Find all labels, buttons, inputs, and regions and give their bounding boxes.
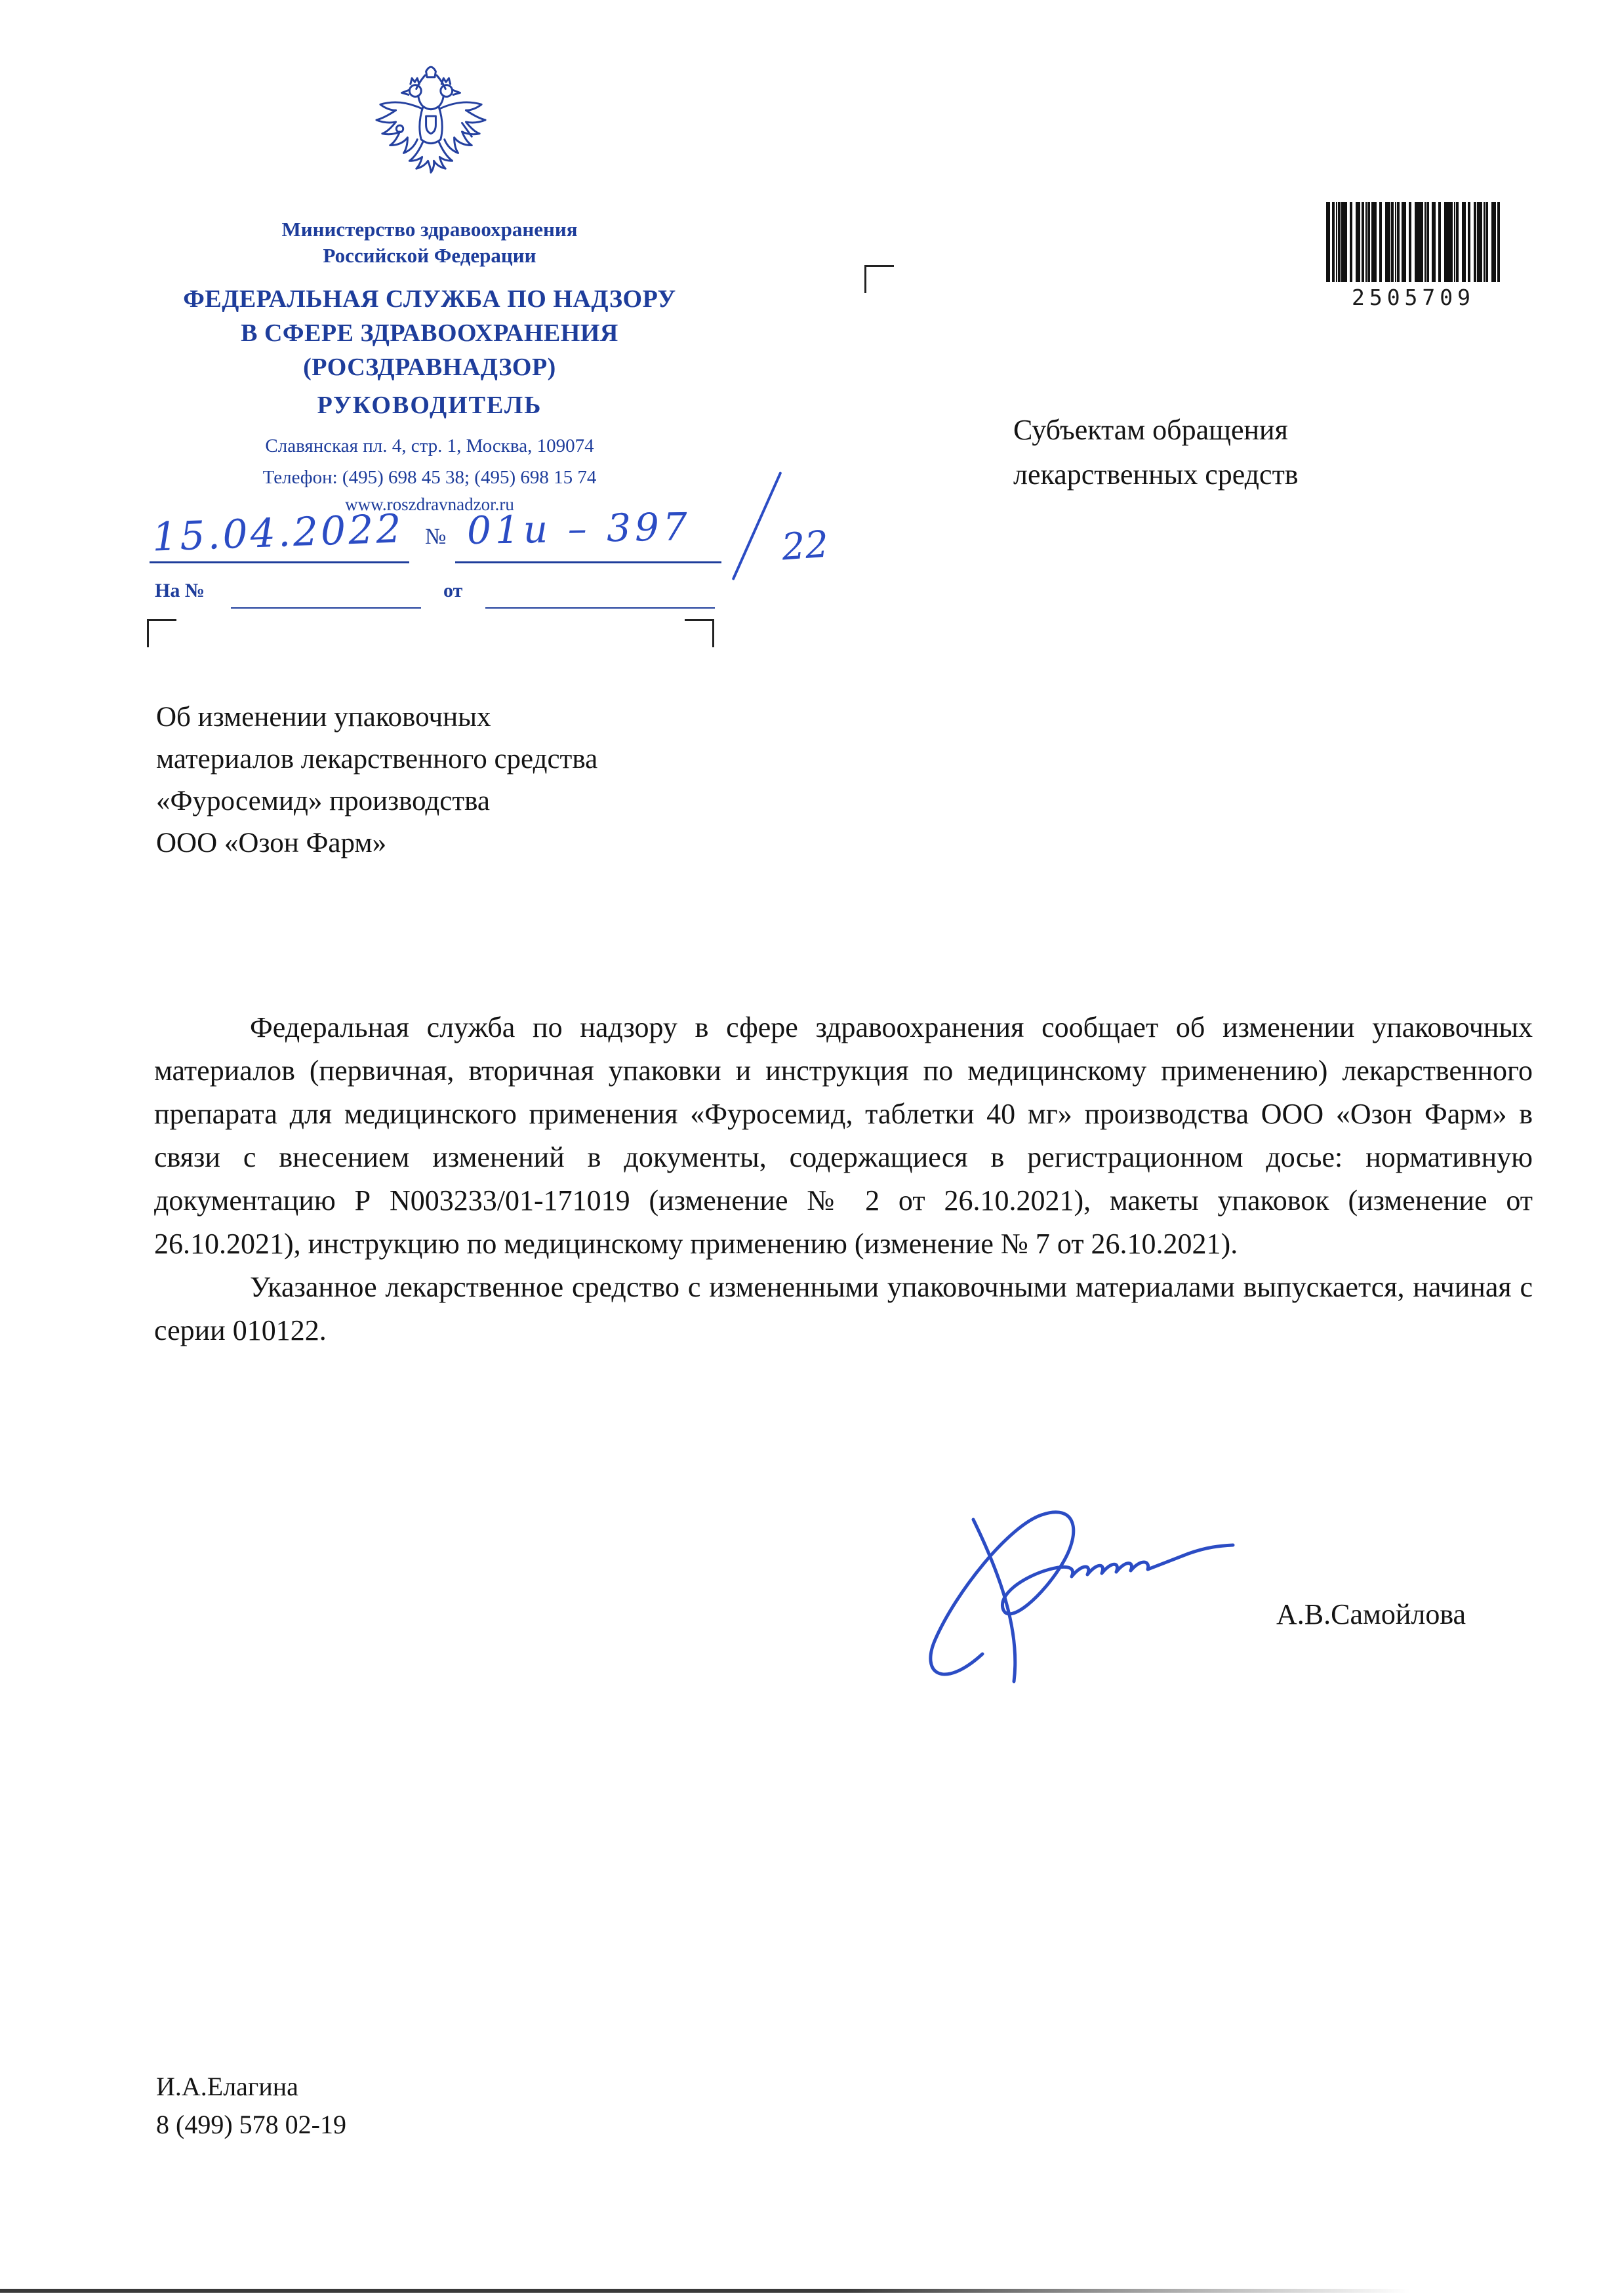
number-sign-label: № <box>425 525 447 549</box>
signer-name: А.В.Самойлова <box>1276 1598 1466 1630</box>
recipient-line1: Субъектам обращения <box>1013 414 1288 446</box>
handwritten-number-suffix: 22 <box>780 523 830 569</box>
signature-icon <box>910 1490 1264 1693</box>
body-paragraph-2: Указанное лекарственное средство с измененными упаковочными материалами выпускается, начиная с серии 010122. <box>154 1271 1533 1346</box>
number-underline <box>455 561 721 563</box>
service-name-line3: (РОСЗДРАВНАДЗОР) <box>303 353 556 381</box>
corner-mark-right <box>685 619 714 647</box>
ministry-name <box>141 216 718 269</box>
reply-date-blank-line <box>485 607 715 609</box>
subject-block <box>156 696 597 864</box>
executor-phone: 8 (499) 578 02-19 <box>156 2110 346 2139</box>
subject-line2: материалов лекарственного средства <box>156 744 598 775</box>
ministry-name-line2: Российской Федерации <box>323 244 536 267</box>
letterhead-address: Славянская пл. 4, стр. 1, Москва, 109074 <box>265 435 594 456</box>
position-title: РУКОВОДИТЕЛЬ <box>317 392 542 419</box>
subject-line1: Об изменении упаковочных <box>156 702 491 733</box>
letterhead-phone: Телефон: (495) 698 45 38; (495) 698 15 74 <box>262 467 597 488</box>
letter-body <box>154 1006 1533 1352</box>
reply-number-label: На № <box>155 580 205 601</box>
reply-from-label: от <box>443 580 463 601</box>
handwritten-number: 01и – 397 <box>466 504 692 553</box>
subject-line3: «Фуросемид» производства <box>156 786 490 816</box>
date-underline <box>150 561 409 563</box>
scan-edge-artifact <box>0 2289 1410 2293</box>
corner-mark-left <box>147 619 176 647</box>
corner-mark-top <box>864 265 894 293</box>
recipient-line2: лекарственных средств <box>1013 458 1299 491</box>
executor-name: И.А.Елагина <box>156 2072 298 2101</box>
barcode-number: 2505709 <box>1351 285 1476 310</box>
barcode-bars <box>1326 202 1501 282</box>
barcode <box>1326 202 1501 310</box>
ministry-name-line1: Министерство здравоохранения <box>281 218 578 241</box>
letterhead-website: www.roszdravnadzor.ru <box>345 494 514 514</box>
subject-line4: ООО «Озон Фарм» <box>156 828 387 858</box>
recipient-block <box>1013 408 1299 497</box>
service-name <box>141 282 718 384</box>
body-paragraph-1: Федеральная служба по надзору в сфере здравоохранения сообщает об изменении упаковочных материалов (первичная, вторичная упаковки и инструкция по медицинскому применению) лекарственного препарата для медицинского применения «Фуросемид, таблетки 40 мг» производства ООО «Озон Фарм» в связи с внесением изменений в документы, содержащиеся в регистрационном досье: нормативную документацию Р N003233/01-171019 (изменение № 2 от 26.10.2021), макеты упаковок (изменение от 26.10.2021), инструкцию по медицинскому применению (изменение № 7 от 26.10.2021). <box>154 1011 1533 1260</box>
service-name-line1: ФЕДЕРАЛЬНАЯ СЛУЖБА ПО НАДЗОРУ <box>183 285 676 313</box>
reply-number-blank-line <box>231 607 421 609</box>
handwritten-slash-stroke <box>732 472 782 580</box>
handwritten-date: 15.04.2022 <box>151 506 405 561</box>
service-name-line2: В СФЕРЕ ЗДРАВООХРАНЕНИЯ <box>241 319 618 347</box>
coat-of-arms-icon <box>373 60 489 180</box>
